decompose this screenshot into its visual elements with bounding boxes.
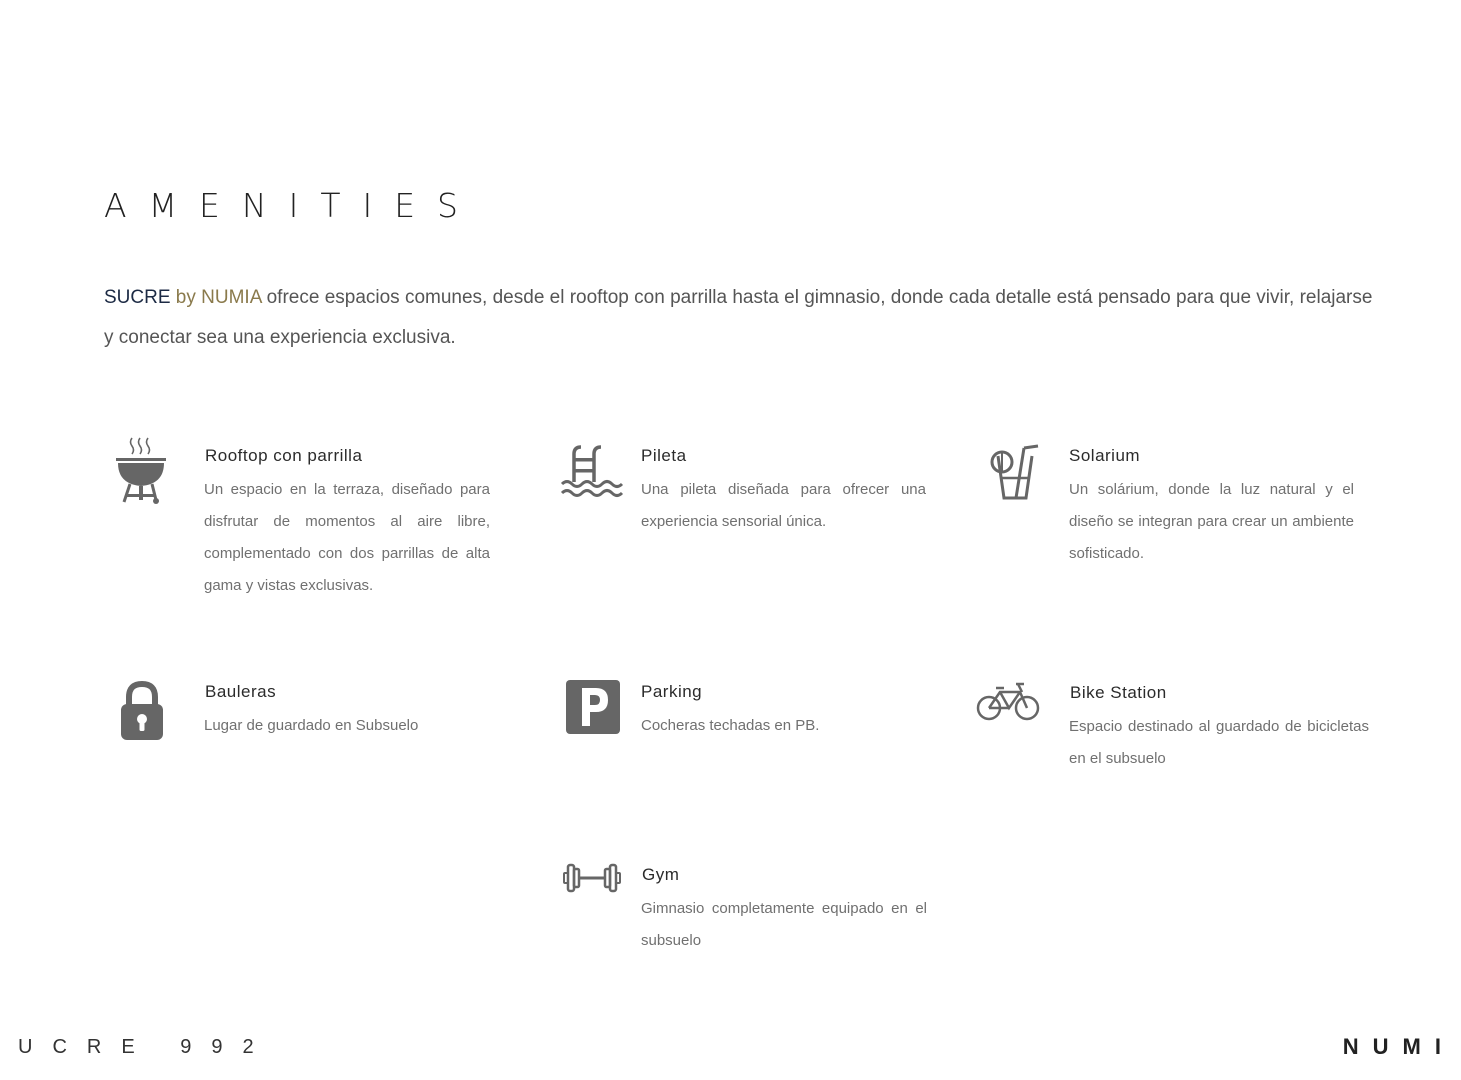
amenity-name: Pileta (641, 446, 687, 465)
amenity-name: Rooftop con parrilla (205, 446, 363, 465)
page-title: AMENITIES (104, 186, 481, 225)
footer-project-name: UCRE 992 (18, 1036, 274, 1058)
brand-by: by NUMIA (175, 287, 262, 308)
grill-icon (110, 436, 172, 506)
dumbbell-icon (562, 860, 622, 896)
intro-text: ofrece espacios comunes, desde el rooftop con parrilla hasta el gimnasio, donde cada detalle está pensado para que vivir, relajarse y conectar sea una experiencia exclusiva. (104, 287, 1373, 348)
drink-icon (988, 444, 1044, 502)
pool-icon (560, 444, 624, 500)
amenity-name: Bauleras (205, 682, 277, 701)
amenity-description: Gimnasio completamente equipado en el subsuelo (641, 900, 927, 949)
amenity-name: Gym (642, 865, 680, 884)
amenity-name: Parking (641, 682, 703, 701)
amenity-description: Un solárium, donde la luz natural y el diseño se integran para crear un ambiente sofisticado. (1069, 481, 1354, 562)
footer-logo-text: NUMI (1342, 1034, 1455, 1059)
amenity-name: Solarium (1069, 446, 1141, 465)
bicycle-icon (976, 680, 1040, 722)
parking-icon (566, 680, 620, 734)
brand-name: SUCRE (104, 287, 171, 308)
amenity-description: Cocheras techadas en PB. (641, 717, 820, 734)
lock-icon (118, 680, 166, 742)
amenity-description: Lugar de guardado en Subsuelo (204, 717, 419, 734)
intro-paragraph (104, 278, 1374, 358)
amenity-description: Un espacio en la terraza, diseñado para disfrutar de momentos al aire libre, complementado con dos parrillas de alta gama y vistas exclusivas. (204, 481, 490, 594)
amenity-description: Una pileta diseñada para ofrecer una experiencia sensorial única. (641, 481, 926, 530)
amenity-name: Bike Station (1070, 683, 1167, 702)
amenity-description: Espacio destinado al guardado de bicicletas en el subsuelo (1069, 718, 1369, 767)
